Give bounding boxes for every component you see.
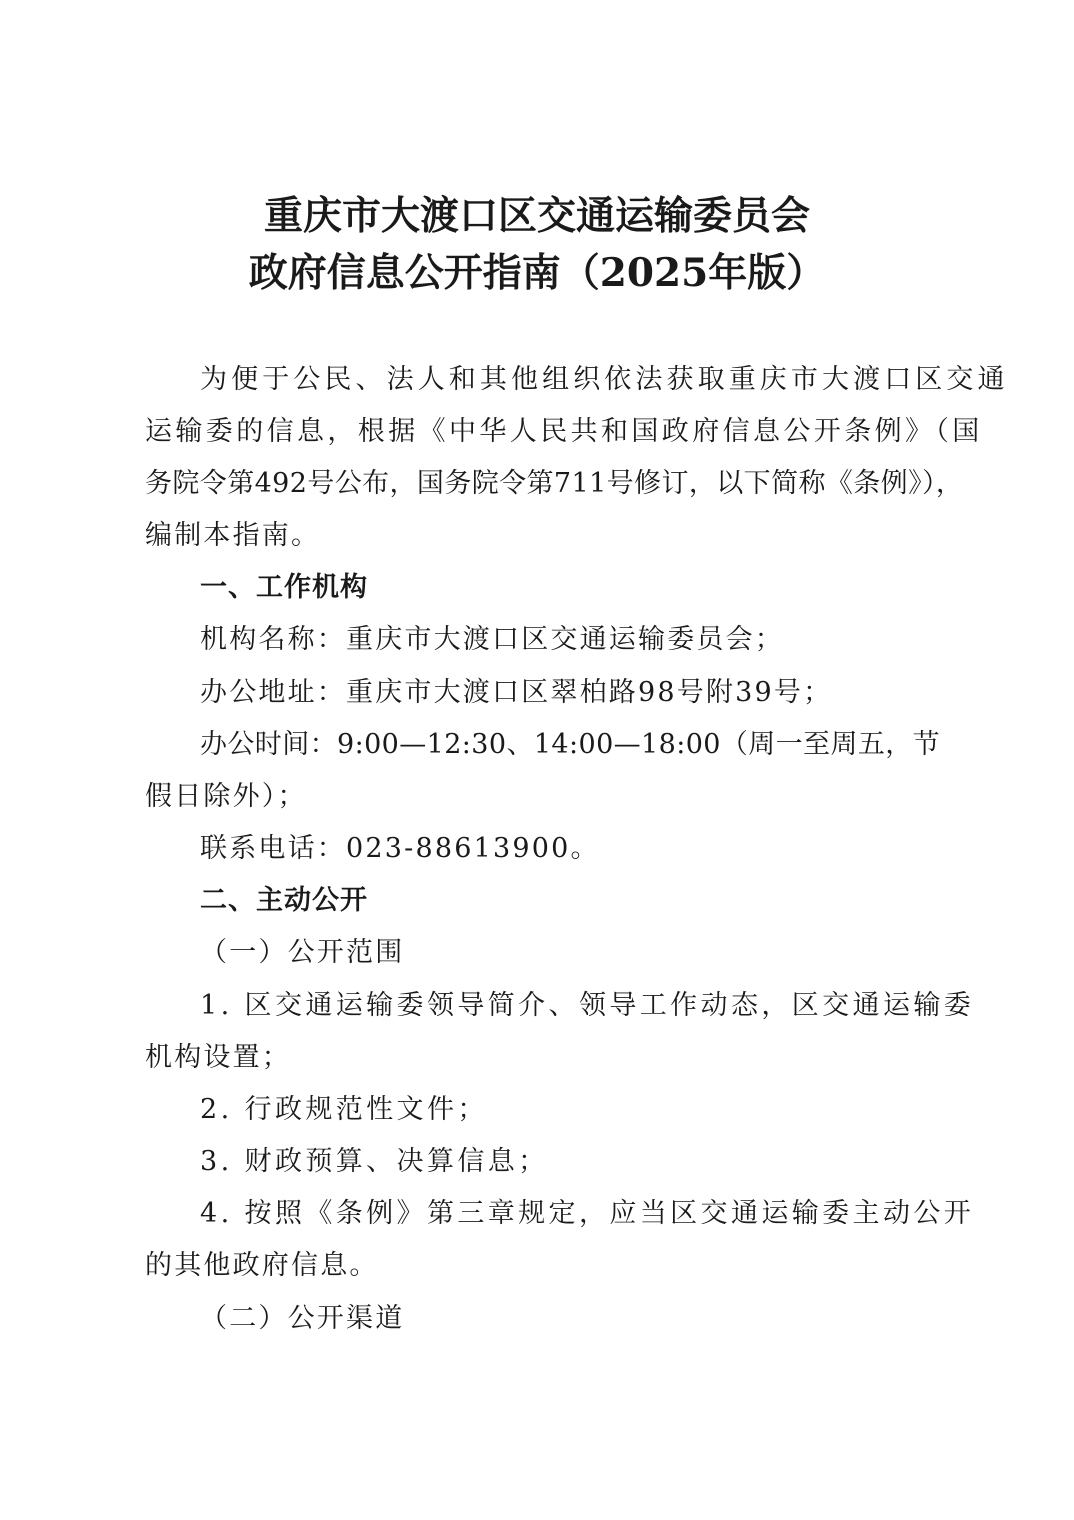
office-address: 办公地址：重庆市大渡口区翠柏路98号附39号； bbox=[200, 677, 833, 708]
office-name: 机构名称：重庆市大渡口区交通运输委员会； bbox=[200, 624, 784, 655]
list-item-2: 2. 行政规范性文件； bbox=[200, 1094, 488, 1125]
list-item-1-line-1: 1. 区交通运输委领导简介、领导工作动态，区交通运输委 bbox=[200, 990, 975, 1021]
intro-line-4: 编制本指南。 bbox=[145, 520, 321, 551]
subsection-1-heading: （一）公开范围 bbox=[200, 937, 405, 968]
list-item-3: 3. 财政预算、决算信息； bbox=[200, 1146, 549, 1177]
list-item-1-line-2: 机构设置； bbox=[145, 1042, 291, 1073]
list-item-4-line-1: 4. 按照《条例》第三章规定，应当区交通运输委主动公开 bbox=[200, 1198, 975, 1229]
intro-line-3: 务院令第492号公布，国务院令第711号修订，以下简称《条例》）， bbox=[145, 468, 964, 499]
document-title-line-2: 政府信息公开指南（2025年版） bbox=[248, 250, 826, 296]
section-2-heading: 二、主动公开 bbox=[200, 885, 368, 916]
office-phone: 联系电话：023-88613900。 bbox=[200, 833, 600, 864]
office-hours-line-2: 假日除外）； bbox=[145, 781, 307, 812]
section-1-heading: 一、工作机构 bbox=[200, 572, 368, 603]
document-title-line-1: 重庆市大渡口区交通运输委员会 bbox=[263, 193, 810, 239]
intro-line-2: 运输委的信息，根据《中华人民共和国政府信息公开条例》（国 bbox=[145, 416, 983, 447]
list-item-4-line-2: 的其他政府信息。 bbox=[145, 1250, 379, 1281]
subsection-2-heading: （二）公开渠道 bbox=[200, 1303, 405, 1334]
intro-line-1: 为便于公民、法人和其他组织依法获取重庆市大渡口区交通 bbox=[200, 364, 1009, 395]
office-hours-line-1: 办公时间：9:00—12:30、14:00—18:00（周一至周五，节 bbox=[200, 729, 941, 760]
